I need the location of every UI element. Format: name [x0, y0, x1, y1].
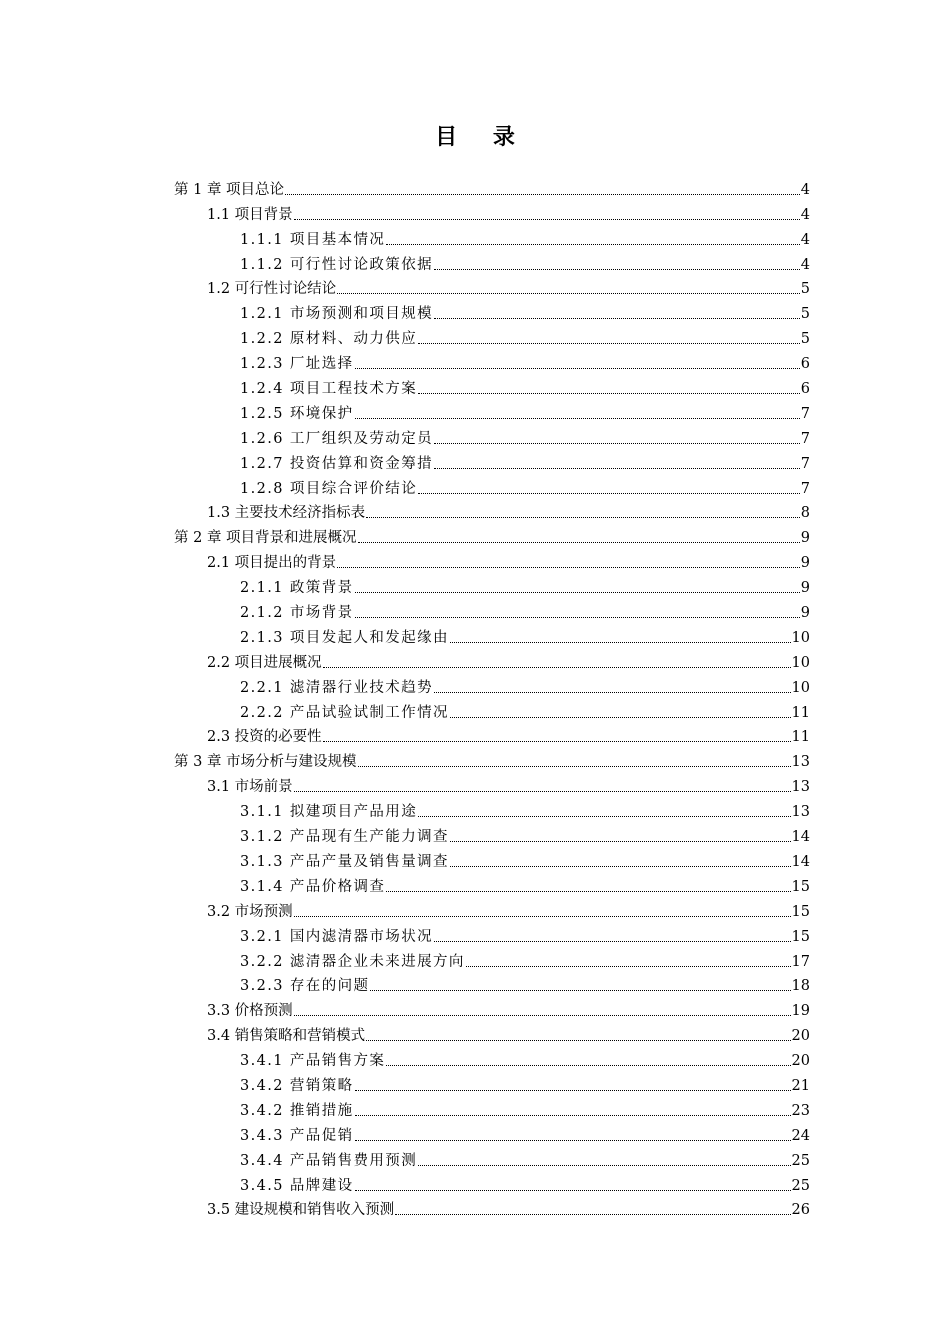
toc-page-number: 15	[791, 928, 810, 945]
toc-entry-label: 3.1.3 产品产量及销售量调查	[240, 853, 449, 870]
toc-entry-label: 1.2.4 项目工程技术方案	[240, 381, 418, 398]
toc-dot-leader	[294, 791, 791, 792]
toc-entry-label: 1.3 主要技术经济指标表	[207, 505, 366, 522]
toc-dot-leader	[418, 493, 800, 494]
toc-entry-label: 1.1.1 项目基本情况	[240, 231, 386, 248]
toc-entry-level-3[interactable]	[0, 473, 810, 498]
toc-page-number: 7	[800, 405, 810, 422]
toc-entry-label: 3.4.2 推销措施	[240, 1102, 354, 1119]
toc-dot-leader	[358, 542, 800, 543]
toc-dot-leader	[323, 667, 791, 668]
toc-dot-leader	[450, 717, 791, 718]
toc-page-number: 10	[791, 629, 810, 646]
toc-dot-leader	[418, 1165, 790, 1166]
toc-entry-label: 3.1.2 产品现有生产能力调查	[240, 829, 449, 846]
toc-entry-level-3[interactable]	[0, 1145, 810, 1170]
toc-entry-label: 3.1 市场前景	[207, 779, 293, 796]
toc-dot-leader	[294, 1015, 791, 1016]
toc-page-number: 9	[800, 530, 810, 547]
toc-dot-leader	[386, 1065, 790, 1066]
toc-entry-level-3[interactable]	[0, 846, 810, 871]
toc-page-number: 15	[791, 903, 810, 920]
toc-dot-leader	[370, 990, 790, 991]
toc-page-number: 5	[800, 331, 810, 348]
toc-page-number: 21	[791, 1077, 810, 1094]
toc-entry-label: 1.2.6 工厂组织及劳动定员	[240, 430, 434, 447]
toc-dot-leader	[434, 318, 800, 319]
toc-entry-label: 3.4.5 品牌建设	[240, 1177, 354, 1194]
toc-entry-level-3[interactable]	[0, 423, 810, 448]
toc-page-number: 7	[800, 455, 810, 472]
toc-page-number: 24	[791, 1127, 810, 1144]
toc-entry-level-3[interactable]	[0, 672, 810, 697]
toc-title: 目 录	[435, 124, 529, 150]
toc-entry-level-3[interactable]	[0, 249, 810, 274]
toc-dot-leader	[466, 966, 791, 967]
toc-dot-leader	[450, 841, 791, 842]
toc-entry-level-3[interactable]	[0, 1045, 810, 1070]
toc-dot-leader	[323, 741, 791, 742]
toc-dot-leader	[337, 567, 800, 568]
toc-entry-level-1[interactable]	[0, 174, 810, 199]
toc-entry-label: 3.4.3 产品促销	[240, 1127, 354, 1144]
toc-entry-label: 2.2.2 产品试验试制工作情况	[240, 704, 449, 721]
toc-entry-level-1[interactable]	[0, 522, 810, 547]
toc-page-number: 17	[791, 953, 810, 970]
toc-dot-leader	[355, 368, 800, 369]
toc-page-number: 13	[791, 804, 810, 821]
toc-page-number: 9	[800, 555, 810, 572]
toc-page-number: 4	[800, 256, 810, 273]
toc-page-number: 25	[791, 1152, 810, 1169]
toc-page-number: 15	[791, 878, 810, 895]
toc-dot-leader	[355, 1115, 791, 1116]
toc-dot-leader	[355, 617, 800, 618]
toc-entry-level-2[interactable]	[0, 771, 810, 796]
toc-page-number: 18	[791, 978, 810, 995]
toc-page-number: 26	[791, 1202, 810, 1219]
toc-dot-leader	[355, 1140, 791, 1141]
toc-entry-label: 3.2.2 滤清器企业未来进展方向	[240, 953, 465, 970]
toc-entry-level-2[interactable]	[0, 1020, 810, 1045]
toc-page-number: 10	[791, 679, 810, 696]
toc-entry-label: 2.2.1 滤清器行业技术趋势	[240, 679, 434, 696]
toc-entry-level-3[interactable]	[0, 1170, 810, 1195]
toc-entry-level-3[interactable]	[0, 697, 810, 722]
toc-page-number: 13	[791, 779, 810, 796]
toc-entry-label: 3.4.1 产品销售方案	[240, 1053, 386, 1070]
toc-page-number: 19	[791, 1003, 810, 1020]
toc-page-number: 20	[791, 1028, 810, 1045]
toc-entry-label: 1.2.8 项目综合评价结论	[240, 480, 418, 497]
toc-entry-label: 1.1.2 可行性讨论政策依据	[240, 256, 434, 273]
toc-page-number: 9	[800, 605, 810, 622]
toc-entry-label: 3.5 建设规模和销售收入预测	[207, 1202, 395, 1219]
toc-entry-level-3[interactable]	[0, 298, 810, 323]
toc-page-number: 6	[800, 356, 810, 373]
toc-entry-level-3[interactable]	[0, 597, 810, 622]
toc-dot-leader	[358, 766, 791, 767]
toc-entry-level-2[interactable]	[0, 199, 810, 224]
toc-page-number: 9	[800, 580, 810, 597]
toc-entry-label: 3.1.1 拟建项目产品用途	[240, 804, 418, 821]
toc-dot-leader	[294, 219, 800, 220]
toc-entry-label: 1.2.7 投资估算和资金筹措	[240, 455, 434, 472]
toc-dot-leader	[434, 443, 800, 444]
toc-entry-level-3[interactable]	[0, 921, 810, 946]
toc-entry-level-2[interactable]	[0, 896, 810, 921]
toc-entry-label: 2.1.2 市场背景	[240, 605, 354, 622]
toc-page-number: 20	[791, 1053, 810, 1070]
toc-entry-label: 3.2.3 存在的问题	[240, 978, 370, 995]
toc-entry-level-3[interactable]	[0, 971, 810, 996]
toc-dot-leader	[366, 517, 800, 518]
toc-dot-leader	[355, 592, 800, 593]
toc-page-number: 4	[800, 206, 810, 223]
toc-entry-level-1[interactable]	[0, 746, 810, 771]
toc-page-number: 7	[800, 430, 810, 447]
toc-entry-level-3[interactable]	[0, 821, 810, 846]
toc-page-number: 11	[791, 704, 810, 721]
toc-entry-label: 3.4 销售策略和营销模式	[207, 1028, 366, 1045]
toc-entry-label: 1.2.2 原材料、动力供应	[240, 331, 418, 348]
toc-entry-label: 2.2 项目进展概况	[207, 654, 322, 671]
toc-entry-level-2[interactable]	[0, 498, 810, 523]
toc-dot-leader	[366, 1040, 790, 1041]
toc-entry-level-3[interactable]	[0, 1070, 810, 1095]
toc-entry-level-3[interactable]	[0, 871, 810, 896]
toc-entry-label: 1.2.1 市场预测和项目规模	[240, 306, 434, 323]
toc-entry-level-3[interactable]	[0, 1120, 810, 1145]
toc-page-number: 13	[791, 754, 810, 771]
toc-dot-leader	[434, 468, 800, 469]
toc-dot-leader	[418, 343, 800, 344]
toc-entry-label: 1.2.3 厂址选择	[240, 356, 354, 373]
toc-entry-label: 2.1.3 项目发起人和发起缘由	[240, 629, 449, 646]
toc-entry-level-3[interactable]	[0, 622, 810, 647]
toc-page-number: 6	[800, 381, 810, 398]
toc-dot-leader	[355, 1190, 791, 1191]
toc-entry-level-3[interactable]	[0, 348, 810, 373]
toc-entry-level-2[interactable]	[0, 1195, 810, 1220]
toc-entry-label: 2.1.1 政策背景	[240, 580, 354, 597]
toc-dot-leader	[337, 293, 800, 294]
toc-dot-leader	[434, 941, 791, 942]
toc-entry-level-3[interactable]	[0, 398, 810, 423]
toc-dot-leader	[355, 418, 800, 419]
toc-entry-label: 第 1 章 项目总论	[174, 181, 285, 198]
toc-page-number: 5	[800, 281, 810, 298]
toc-entry-level-2[interactable]	[0, 722, 810, 747]
toc-page-number: 10	[791, 654, 810, 671]
toc-dot-leader	[450, 642, 791, 643]
toc-page-number: 5	[800, 306, 810, 323]
toc-entry-label: 2.3 投资的必要性	[207, 729, 322, 746]
toc-page-number: 7	[800, 480, 810, 497]
toc-entry-label: 3.4.2 营销策略	[240, 1077, 354, 1094]
toc-dot-leader	[418, 393, 800, 394]
toc-entry-label: 3.4.4 产品销售费用预测	[240, 1152, 418, 1169]
toc-dot-leader	[386, 891, 790, 892]
toc-entry-label: 1.1 项目背景	[207, 206, 293, 223]
toc-dot-leader	[418, 816, 790, 817]
toc-entry-level-3[interactable]	[0, 946, 810, 971]
toc-page-number: 14	[791, 829, 810, 846]
toc-list	[0, 174, 950, 1219]
toc-entry-label: 3.1.4 产品价格调查	[240, 878, 386, 895]
toc-entry-level-3[interactable]	[0, 448, 810, 473]
toc-entry-label: 3.3 价格预测	[207, 1003, 293, 1020]
toc-entry-level-2[interactable]	[0, 647, 810, 672]
toc-entry-label: 1.2 可行性讨论结论	[207, 281, 337, 298]
toc-entry-level-2[interactable]	[0, 274, 810, 299]
toc-entry-label: 3.2 市场预测	[207, 903, 293, 920]
toc-entry-label: 第 2 章 项目背景和进展概况	[174, 530, 357, 547]
toc-page-number: 4	[800, 231, 810, 248]
toc-dot-leader	[294, 916, 791, 917]
toc-entry-level-3[interactable]	[0, 572, 810, 597]
toc-entry-level-3[interactable]	[0, 323, 810, 348]
toc-entry-label: 2.1 项目提出的背景	[207, 555, 337, 572]
toc-entry-level-2[interactable]	[0, 547, 810, 572]
toc-entry-label: 3.2.1 国内滤清器市场状况	[240, 928, 434, 945]
toc-dot-leader	[395, 1214, 790, 1215]
toc-page-number: 8	[800, 505, 810, 522]
toc-dot-leader	[450, 866, 791, 867]
toc-dot-leader	[285, 194, 800, 195]
toc-dot-leader	[386, 244, 799, 245]
toc-entry-label: 第 3 章 市场分析与建设规模	[174, 754, 357, 771]
toc-dot-leader	[434, 269, 800, 270]
toc-dot-leader	[434, 692, 791, 693]
toc-dot-leader	[355, 1090, 791, 1091]
toc-page-number: 23	[791, 1102, 810, 1119]
toc-page-number: 14	[791, 853, 810, 870]
toc-entry-label: 1.2.5 环境保护	[240, 405, 354, 422]
toc-entry-level-3[interactable]	[0, 1095, 810, 1120]
toc-entry-level-2[interactable]	[0, 995, 810, 1020]
toc-page-number: 11	[791, 729, 810, 746]
toc-entry-level-3[interactable]	[0, 373, 810, 398]
toc-entry-level-3[interactable]	[0, 224, 810, 249]
toc-page-number: 4	[800, 181, 810, 198]
toc-page-number: 25	[791, 1177, 810, 1194]
toc-entry-level-3[interactable]	[0, 796, 810, 821]
